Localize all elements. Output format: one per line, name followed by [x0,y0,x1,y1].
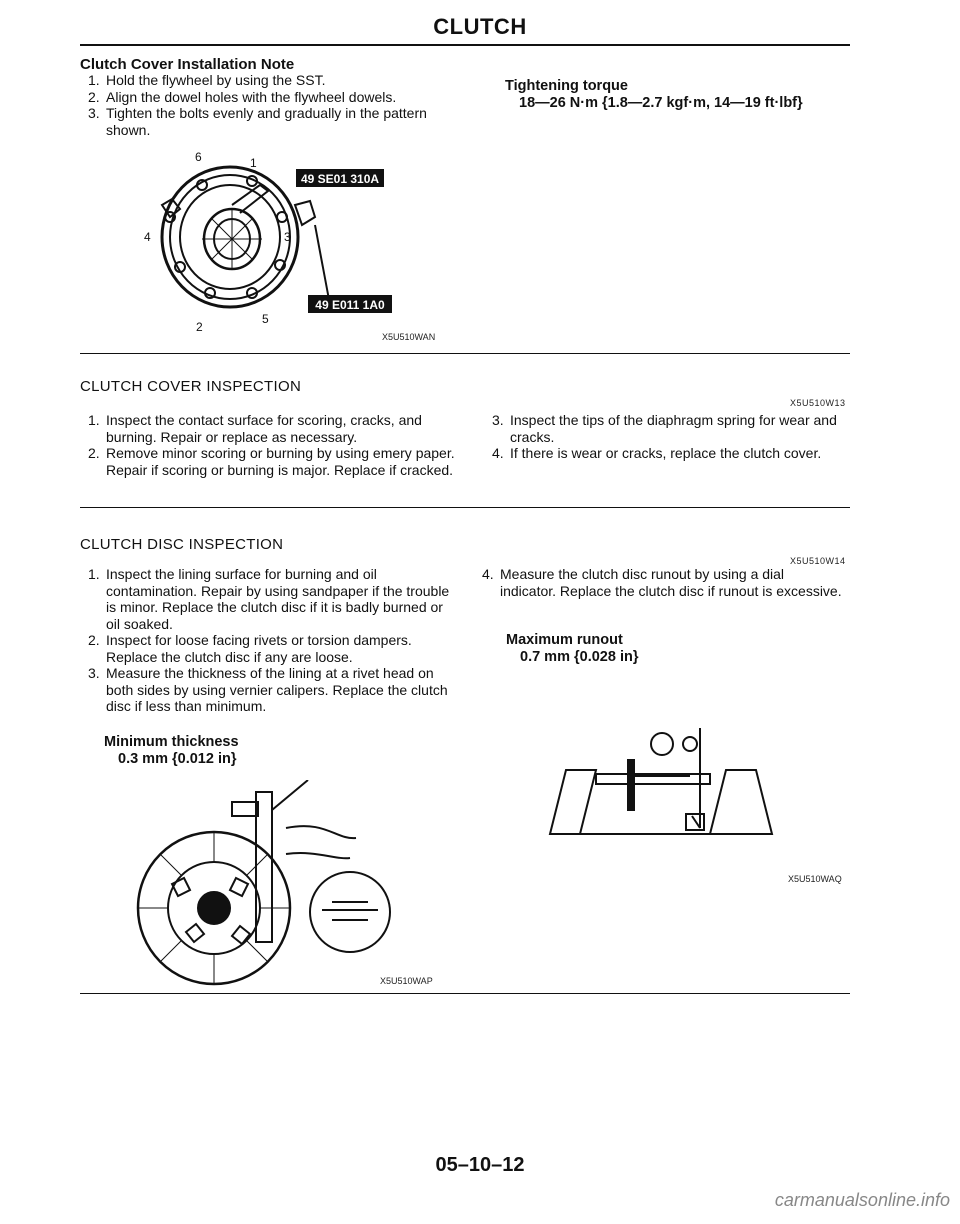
header-rule [80,44,850,46]
minimum-thickness-value: 0.3 mm {0.012 in} [118,751,237,767]
torque-spec [505,78,803,112]
minimum-thickness-label: Minimum thickness [104,734,239,750]
installation-heading: Clutch Cover Installation Note [80,56,295,73]
cover-inspection-code: X5U510W13 [790,398,846,408]
maximum-runout-label: Maximum runout [506,632,623,648]
disc-thickness-figure [136,780,456,990]
caliper-illustration [136,780,456,990]
list-item: 4. Measure the clutch disc runout by using a dial indicator. Replace the clutch disc if runout is excessive. [482,566,842,599]
list-item: 1. Inspect the contact surface for scoring, cracks, and burning. Repair or replace as necessary. [88,412,422,445]
flywheel-illustration [140,145,460,345]
torque-value: 18—26 N·m {1.8—2.7 kgf·m, 14—19 ft·lbf} [519,95,803,111]
tool-label-2: 49 E011 1A0 [315,298,385,312]
figure-code: X5U510WAN [382,332,436,342]
list-item: 3. Tighten the bolts evenly and gradually in the pattern shown. [88,105,427,138]
clutch-cover-installation-figure [140,145,460,345]
bolt-number-4: 4 [144,230,151,244]
list-item: 4. If there is wear or cracks, replace the clutch cover. [492,445,822,461]
section-divider [80,993,850,994]
list-item: 3. Measure the thickness of the lining at a rivet head on both sides by using vernier calipers. Replace the clutch disc if less than minimum. [88,665,448,714]
cover-inspection-steps-left [88,412,458,478]
cover-inspection-steps-right [492,412,852,462]
figure-code: X5U510WAQ [788,874,842,884]
maximum-runout-spec [506,632,639,666]
watermark: carmanualsonline.info [774,1190,950,1210]
bolt-number-6: 6 [195,150,202,164]
maximum-runout-value: 0.7 mm {0.028 in} [520,649,639,665]
list-item: 1. Hold the flywheel by using the SST. [88,72,326,88]
list-item: 2. Inspect for loose facing rivets or torsion dampers. Replace the clutch disc if any are loose. [88,632,412,665]
list-item: 2. Remove minor scoring or burning by using emery paper. Repair if scoring or burning is major. Replace if cracked. [88,445,455,478]
list-item: 3. Inspect the tips of the diaphragm spring for wear and cracks. [492,412,837,445]
bolt-number-5: 5 [262,312,269,326]
disc-inspection-steps-left [88,566,458,715]
torque-label: Tightening torque [505,78,628,94]
list-item: 2. Align the dowel holes with the flywheel dowels. [88,88,397,105]
bolt-number-1: 1 [250,156,257,170]
figure-code: X5U510WAP [380,976,433,986]
tool-label-1: 49 SE01 310A [300,172,380,186]
disc-inspection-heading: CLUTCH DISC INSPECTION [80,536,284,553]
installation-steps [88,72,428,138]
minimum-thickness-spec [104,734,239,768]
bolt-number-3: 3 [284,230,291,244]
section-divider [80,353,850,354]
section-divider [80,507,850,508]
disc-inspection-code: X5U510W14 [790,556,846,566]
page-title: CLUTCH [433,14,527,39]
disc-runout-figure [540,724,870,890]
list-item: 1. Inspect the lining surface for burning and oil contamination. Repair by using sandpaper if the trouble is minor. Replace the clutch disc if it is badly burned or oil soaked. [88,566,450,632]
bolt-number-2: 2 [196,320,203,334]
dial-indicator-illustration [540,724,870,890]
page-number: 05–10–12 [435,1154,525,1176]
cover-inspection-heading: CLUTCH COVER INSPECTION [80,378,302,395]
disc-inspection-steps-right [482,566,842,599]
